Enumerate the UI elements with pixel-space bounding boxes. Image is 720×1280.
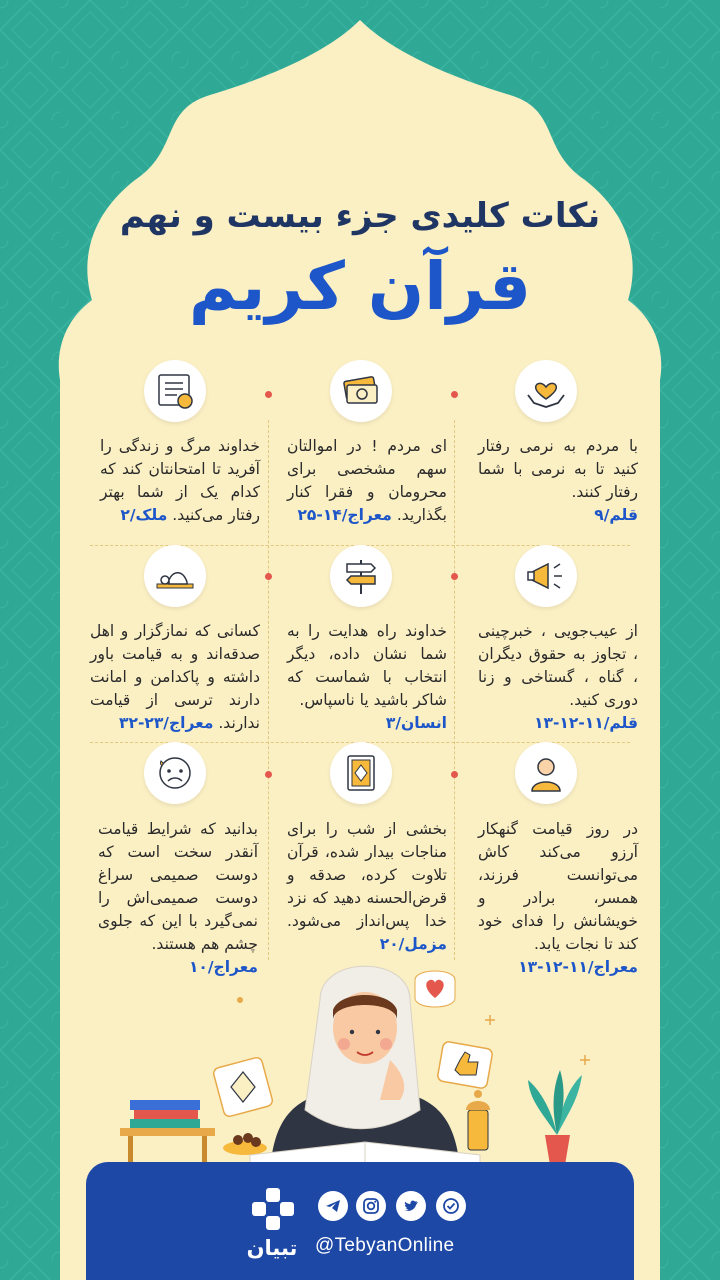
separator-dot	[265, 391, 272, 398]
twitter-icon[interactable]	[396, 1191, 426, 1221]
hands-heart-icon	[515, 360, 577, 422]
card-3-text: خداوند مرگ و زندگی را آفرید تا امتحانتان کند که کدام یک از شما بهتر رفتار می‌کنید. ملک/۲	[100, 437, 260, 524]
telegram-icon[interactable]	[318, 1191, 348, 1221]
card-6-ref: معراج/۲۳-۳۲	[119, 714, 214, 732]
divider-vertical-right	[454, 420, 455, 960]
separator-dot	[265, 771, 272, 778]
worried-face-icon	[144, 742, 206, 804]
person-icon	[515, 742, 577, 804]
card-7-ref: معراج/۱۱-۱۲-۱۳	[518, 958, 638, 976]
card-1-text: با مردم به نرمی رفتار کنید تا به نرمی با شما رفتار کنند. قلم/۹	[478, 437, 638, 524]
reading-girl-illustration	[0, 960, 720, 1170]
page-title: قرآن کریم	[188, 248, 532, 325]
prayer-icon	[144, 545, 206, 607]
separator-dot	[451, 573, 458, 580]
brand-name: تبیان	[246, 1236, 298, 1260]
card-8-ref: مزمل/۲۰	[379, 935, 447, 953]
card-5-ref: انسان/۳	[385, 714, 447, 732]
card-7-text: در روز قیامت گنهکار آرزو می‌کند کاش می‌توانست فرزند، همسر، برادر و خویشانش را فدای خود کند تا نجات یابد. معراج/۱۱-۱۲-۱۳	[478, 820, 638, 976]
separator-dot	[265, 573, 272, 580]
signpost-icon	[330, 545, 392, 607]
card-8-text: بخشی از شب را برای مناجات بیدار شده، قرآن تلاوت کرده، صدقه و قرض‌الحسنه دهید که نزد خدا پس‌انداز می‌شود. مزمل/۲۰	[287, 820, 447, 953]
card-6-text: کسانی که نمازگزار و اهل صدقه‌اند و به قیامت باور داشته و پاکدامن و امانت دارند ترسی از قیامت ندارند. معراج/۲۳-۳۲	[90, 622, 260, 732]
card-9-text: بدانید که شرایط قیامت آنقدر سخت است که دوست صمیمی سراغ دوست صمیمی‌اش را نمی‌گیرد با این که جلوی چشم هم هستند. معراج/۱۰	[98, 820, 258, 976]
check-icon[interactable]	[436, 1191, 466, 1221]
quran-book-icon	[330, 742, 392, 804]
footer-bar	[86, 1162, 634, 1280]
tebyan-logo-icon	[248, 1186, 298, 1232]
megaphone-icon	[515, 545, 577, 607]
card-4-ref: قلم/۱۱-۱۲-۱۳	[534, 714, 638, 732]
divider-vertical-left	[268, 420, 269, 960]
card-1-ref: قلم/۹	[594, 506, 638, 524]
card-9-ref: معراج/۱۰	[188, 958, 258, 976]
money-icon	[330, 360, 392, 422]
social-handle[interactable]: @TebyanOnline	[315, 1235, 455, 1256]
card-2-text: ای مردم ! در اموالتان سهم مشخصی برای محرومان و فقرا کنار بگذارید. معراج/۱۴-۲۵	[287, 437, 447, 524]
instagram-icon[interactable]	[356, 1191, 386, 1221]
card-5-text: خداوند راه هدایت را به شما نشان داده، دیگر انتخاب با شماست که شاکر باشید یا ناسپاس. انسان/۳	[287, 622, 447, 732]
checklist-icon	[144, 360, 206, 422]
separator-dot	[451, 771, 458, 778]
separator-dot	[451, 391, 458, 398]
card-3-ref: ملک/۲	[120, 506, 168, 524]
card-4-text: از عیب‌جویی ، خبرچینی ، تجاوز به حقوق دیگران ، گناه ، گستاخی و زنا دوری کنید. قلم/۱۱-۱۲-۱۳	[478, 622, 638, 732]
page-subtitle: نکات کلیدی جزء بیست و نهم	[119, 196, 601, 236]
card-2-ref: معراج/۱۴-۲۵	[297, 506, 392, 524]
